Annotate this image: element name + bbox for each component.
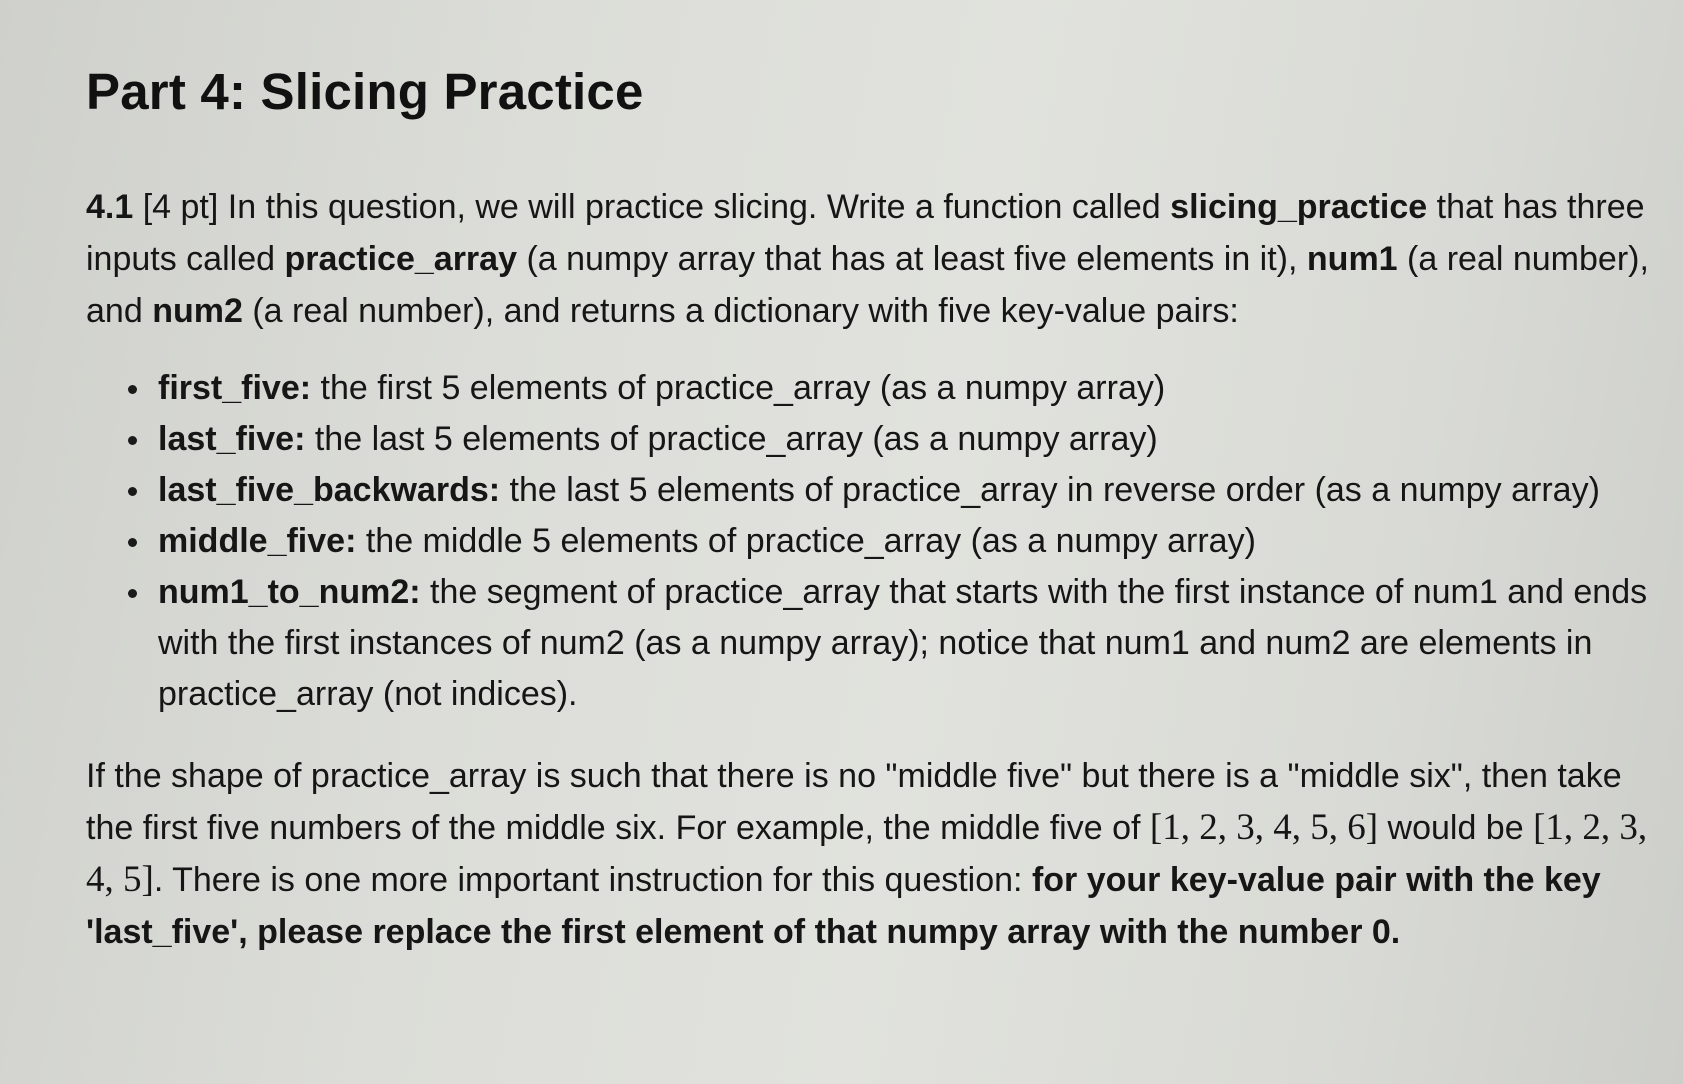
question-text-1: In this question, we will practice slicing. Write a function called bbox=[227, 188, 1161, 226]
item-desc: the segment of practice_array that starts with the first instance of num1 and ends with the first instances of num2 (as a numpy array); notice that num1 and num2 are elements in practice_array (not indices). bbox=[158, 573, 1648, 713]
question-text-4: (a real number), and bbox=[86, 240, 1649, 330]
list-item bbox=[158, 567, 1666, 720]
list-item bbox=[158, 516, 1666, 567]
item-key: last_five_backwards: bbox=[158, 471, 501, 509]
item-desc: the last 5 elements of practice_array in reverse order (as a numpy array) bbox=[509, 471, 1600, 509]
document-page bbox=[86, 62, 1666, 958]
note-text-1: If the shape of practice_array is such that there is no "middle five" but there is a "middle six", then take the first five numbers of the middle six. For example, the middle five of bbox=[86, 757, 1622, 847]
note-paragraph bbox=[86, 750, 1666, 958]
note-text-3: . There is one more important instruction for this question: bbox=[153, 861, 1023, 899]
question-text-2: that has three inputs called bbox=[86, 188, 1645, 278]
item-key: first_five: bbox=[158, 369, 312, 407]
item-desc: the first 5 elements of practice_array (as a numpy array) bbox=[320, 369, 1166, 407]
question-number: 4.1 bbox=[86, 188, 134, 226]
item-key: last_five: bbox=[158, 420, 306, 458]
important-instruction: for your key-value pair with the key 'last_five', please replace the first element of that numpy array with the number 0. bbox=[86, 861, 1601, 951]
note-text-2: would be bbox=[1387, 809, 1524, 847]
arg-num2: num2 bbox=[152, 292, 243, 330]
question-paragraph bbox=[86, 181, 1666, 337]
list-item bbox=[158, 465, 1666, 516]
list-item bbox=[158, 363, 1666, 414]
question-text-5: (a real number), and returns a dictionary with five key-value pairs: bbox=[252, 292, 1239, 330]
arg-practice-array: practice_array bbox=[284, 240, 517, 278]
list-item bbox=[158, 414, 1666, 465]
item-key: num1_to_num2: bbox=[158, 573, 421, 611]
item-desc: the last 5 elements of practice_array (as a numpy array) bbox=[314, 420, 1158, 458]
example-array-six: [1, 2, 3, 4, 5, 6] bbox=[1149, 807, 1379, 848]
example-array-five: [1, 2, 3, 4, 5] bbox=[86, 807, 1648, 900]
key-value-list bbox=[86, 363, 1666, 720]
question-text-3: (a numpy array that has at least five elements in it), bbox=[526, 240, 1298, 278]
arg-num1: num1 bbox=[1306, 240, 1398, 278]
item-key: middle_five: bbox=[158, 522, 357, 560]
item-desc: the middle 5 elements of practice_array (as a numpy array) bbox=[365, 522, 1256, 560]
page-title: Part 4: Slicing Practice bbox=[86, 63, 644, 120]
question-points: [4 pt] bbox=[142, 188, 219, 226]
function-name: slicing_practice bbox=[1170, 188, 1428, 226]
